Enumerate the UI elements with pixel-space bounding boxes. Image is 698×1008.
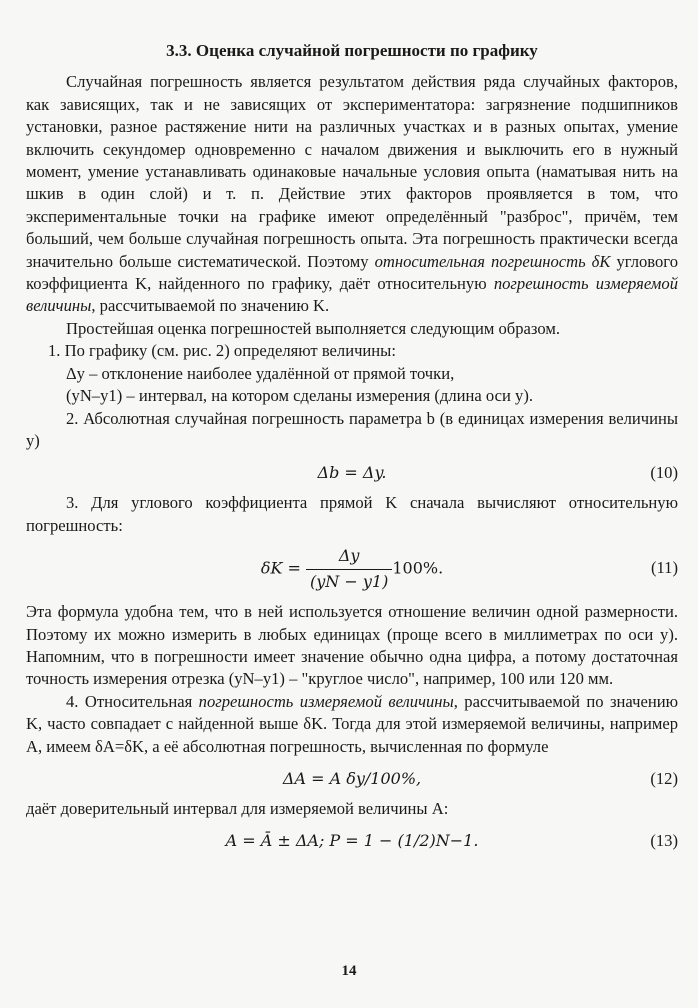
section-title: 3.3. Оценка случайной погрешности по графику	[166, 41, 538, 60]
step-1-delta-y: Δy – отклонение наиболее удалённой от прямой точки,	[66, 363, 455, 383]
step-1: 1. По графику (см. рис. 2) определяют величины:	[48, 341, 396, 361]
formula-12	[26, 764, 678, 794]
intro-emphasis-2: погрешность измеряемой величины	[26, 274, 678, 316]
formula-11-denominator: (yN − y1)	[310, 571, 389, 591]
step-4-emphasis: погрешность измеряемой величины	[198, 691, 454, 711]
step-2: 2. Абсолютная случайная погрешность параметра b (в единицах измерения величины y)	[26, 408, 678, 450]
formula-13-expression: A = Ā ± ΔA; P = 1 − (1/2)N−1.	[225, 831, 479, 851]
page-number: 14	[341, 963, 357, 979]
step-4	[26, 691, 678, 758]
formula-11-fraction	[306, 545, 392, 593]
intro-emphasis-1: относительная погрешность	[374, 251, 586, 271]
formula-13	[26, 826, 678, 856]
formula-11	[26, 543, 678, 597]
step-4-end: , рассчитываемой по значению K, часто совпадает с найденной выше δK. Тогда для этой измеряемой величины, например A, имеем δA=δK, а её абсолютная погрешность, вычисленная по формуле	[26, 691, 678, 756]
formula-13-number: (13)	[650, 831, 678, 851]
formula-11-numerator: Δy	[306, 545, 392, 569]
intro-delta-symbol: δK	[591, 251, 611, 271]
formula-12-expression: ΔA = A δy/100%,	[282, 768, 422, 788]
step-4-start: 4. Относительная	[66, 691, 193, 711]
formula-11-lhs: δK =	[260, 558, 301, 578]
step-1-interval: (yN–y1) – интервал, на котором сделаны измерения (длина оси y).	[66, 386, 534, 406]
after-formula-11-paragraph: Эта формула удобна тем, что в ней используется отношение величин одной размерности. Поэтому их можно измерить в любых единицах (проще всего в миллиметрах по оси y). Напомним, что в погрешности имеет значение обычно одна цифра, а потому достаточная точность измерения отрезка (yN–y1) – "круглое число", например, 100 или 120 мм.	[26, 602, 678, 689]
formula-11-expression	[26, 545, 678, 593]
formula-10	[26, 458, 678, 488]
formula-10-expression: Δb = Δy.	[317, 463, 387, 483]
simple-estimate-paragraph: Простейшая оценка погрешностей выполняется следующим образом.	[66, 318, 560, 338]
formula-12-number: (12)	[650, 768, 678, 788]
after-formula-12-paragraph: даёт доверительный интервал для измеряемой величины A:	[26, 798, 449, 818]
formula-10-number: (10)	[650, 463, 678, 483]
page-body	[26, 40, 678, 860]
intro-middle-text: углового коэффициента K, найденного по графику, даёт относительную	[26, 251, 678, 294]
formula-11-number: (11)	[650, 558, 678, 578]
intro-end-text: , рассчитываемой по значению K.	[91, 296, 330, 316]
intro-text: Случайная погрешность является результатом действия ряда случайных факторов, как зависящих, так и не зависящих от экспериментатора: загрязнение подшипников установки, разное растяжение нити на различных участках и в разных опытах, умение включить секундомер одновременно с началом движения и выключить его в нужный момент, умение устанавливать одинаковые начальные условия опыта (наматывая нить на шкив в один слой) и т. п. Действие этих факторов проявляется в том, что экспериментальные точки на графике имеют определённый "разброс", причём, тем больший, чем больше случайная погрешность опыта. Эта погрешность практически всегда значительно больше систематической. Поэтому	[26, 72, 678, 271]
step-3: 3. Для углового коэффициента прямой K сначала вычисляют относительную погрешность:	[26, 493, 678, 535]
intro-paragraph	[26, 71, 678, 317]
formula-11-rhs: 100%.	[392, 558, 444, 578]
